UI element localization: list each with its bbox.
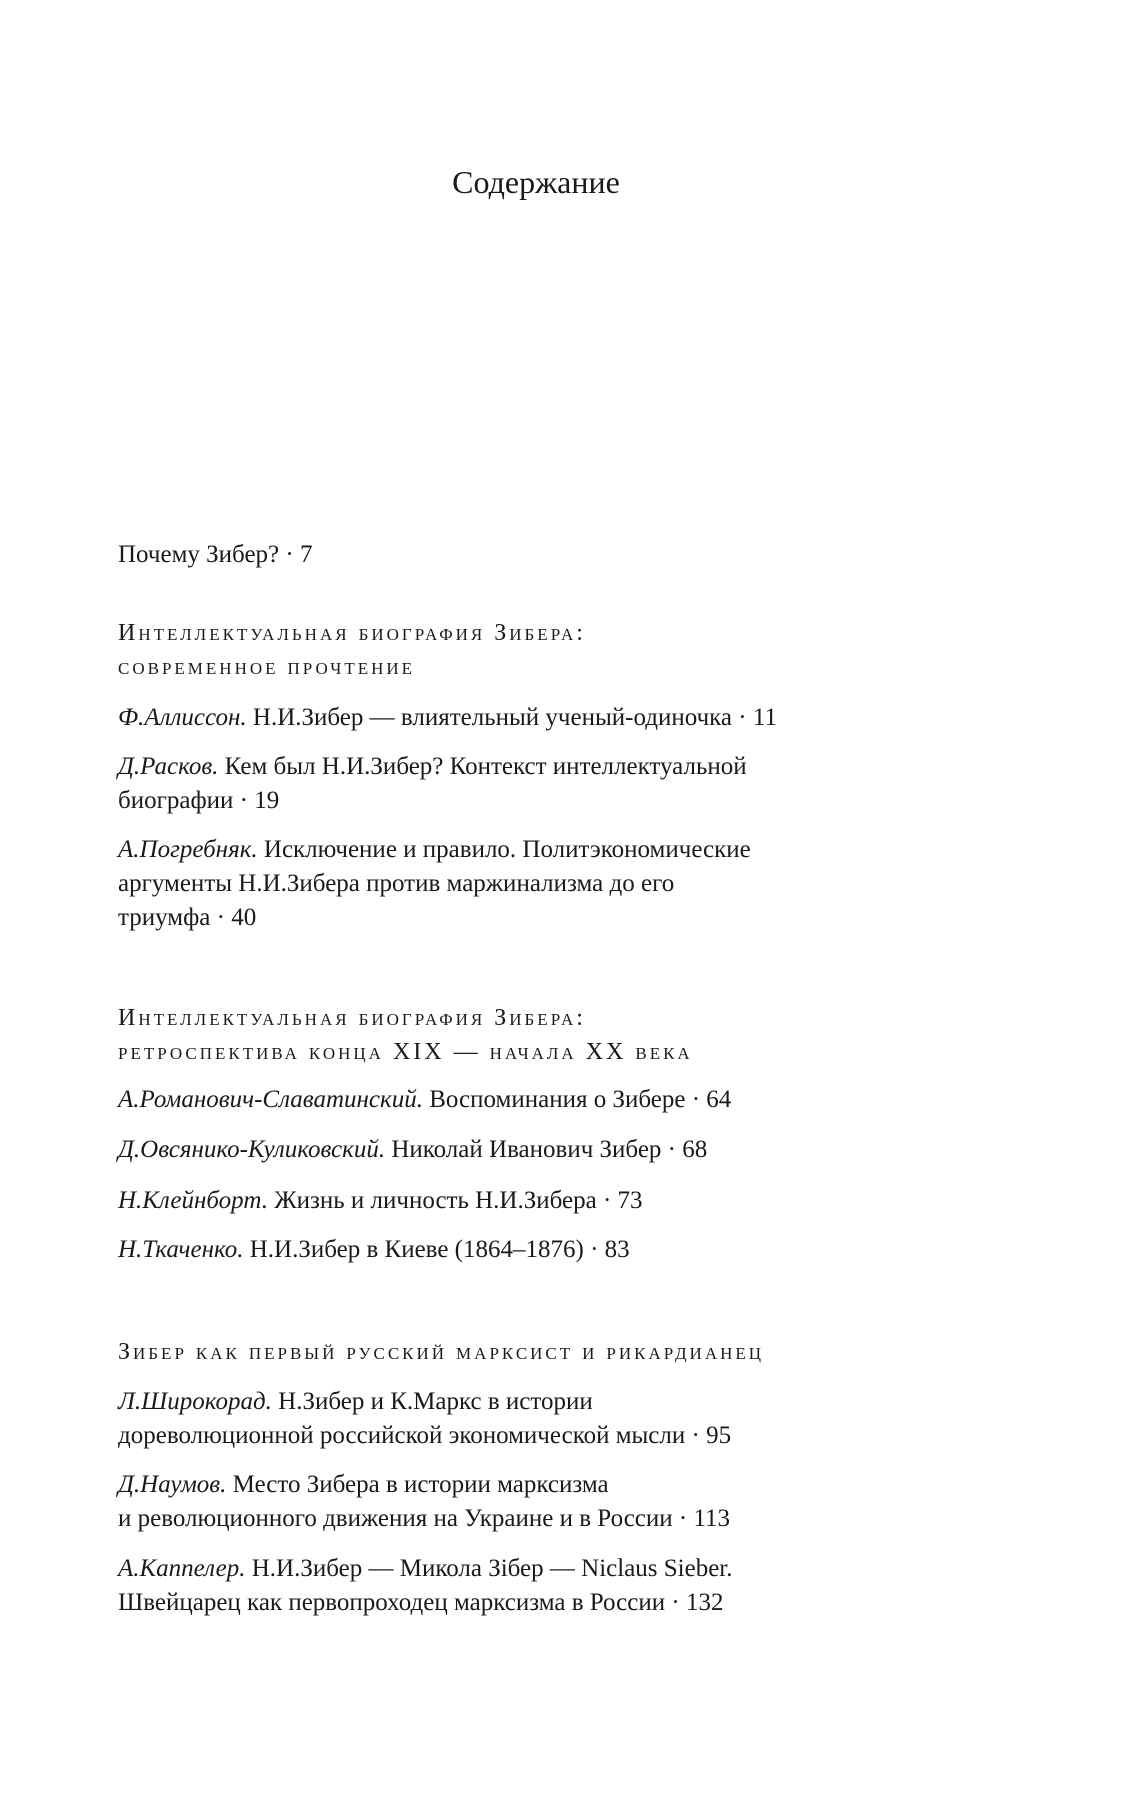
author: А.Погребняк. [118, 836, 258, 863]
toc-entry[interactable] [118, 1468, 958, 1536]
entry-title: триумфа [118, 904, 211, 931]
entry-title: Воспоминания о Зибере [422, 1086, 686, 1113]
toc-entry[interactable] [118, 1233, 958, 1267]
toc-entry[interactable] [118, 1083, 958, 1117]
entry-title: Почему Зибер? [118, 541, 280, 568]
entry-title: Н.Зибер и К.Маркс в истории [271, 1388, 593, 1415]
entry-title: Николай Иванович Зибер [385, 1136, 662, 1163]
page-number: 68 [682, 1136, 708, 1163]
separator: · [583, 1236, 605, 1263]
entry-title: Н.И.Зибер — влиятельный ученый-одиночка [246, 704, 733, 731]
toc-entry[interactable] [118, 701, 958, 735]
entry-title: Н.И.Зибер — Микола Зібер — Niclaus Sieber. [245, 1555, 733, 1582]
author: А.Романович-Славатинский. [118, 1086, 423, 1113]
separator: · [210, 904, 232, 931]
entry-title: и революционного движения на Украине и в России [118, 1505, 673, 1532]
entry-title: Н.И.Зибер в Киеве (1864–1876) [243, 1236, 584, 1263]
heading-line: современное прочтение [118, 654, 416, 680]
page-number: 83 [604, 1236, 630, 1263]
separator: · [732, 704, 753, 731]
toc-entry[interactable] [118, 1552, 958, 1620]
entry-title: Исключение и правило. Политэкономические [257, 836, 751, 863]
author: Н.Ткаченко. [118, 1236, 244, 1263]
author: Д.Расков. [118, 753, 219, 780]
page-number: 7 [299, 541, 313, 568]
entry-title: дореволюционной российской экономической мысли [118, 1422, 686, 1449]
heading-line: Зибер как первый русский марксист и рикардианец [118, 1339, 765, 1365]
entry-title: Жизнь и личность Н.И.Зибера [267, 1187, 597, 1214]
entry-title: биографии [118, 787, 234, 814]
page-number: 40 [231, 904, 257, 931]
toc-entry[interactable] [118, 1133, 958, 1167]
author: Д.Овсянико-Куликовский. [118, 1136, 386, 1163]
separator: · [665, 1589, 686, 1616]
toc-entry-intro[interactable] [118, 538, 958, 572]
page-number: 11 [752, 704, 777, 731]
separator: · [279, 541, 300, 568]
author: А.Каппелер. [118, 1555, 246, 1582]
heading-line: ретроспектива конца XIX — начала XX века [118, 1039, 693, 1065]
separator: · [596, 1187, 618, 1214]
entry-title: Место Зибера в истории марксизма [226, 1471, 609, 1498]
toc-entry[interactable] [118, 1184, 958, 1218]
heading-line: Интеллектуальная биография Зибера: [118, 1005, 586, 1031]
toc-entry[interactable] [118, 750, 958, 818]
separator: · [685, 1086, 707, 1113]
page-number: 73 [617, 1187, 643, 1214]
section-heading-2 [118, 1001, 958, 1069]
page-title: Содержание [452, 164, 620, 200]
section-heading-3 [118, 1335, 958, 1369]
separator: · [661, 1136, 683, 1163]
page-number: 64 [706, 1086, 732, 1113]
separator: · [233, 787, 255, 814]
page-number: 95 [706, 1422, 732, 1449]
author: Л.Широкорад. [118, 1388, 272, 1415]
author: Д.Наумов. [118, 1471, 227, 1498]
separator: · [672, 1505, 694, 1532]
section-heading-1 [118, 616, 958, 684]
separator: · [685, 1422, 707, 1449]
author: Н.Клейнборт. [118, 1187, 268, 1214]
toc-entry[interactable] [118, 833, 958, 935]
entry-title: аргументы Н.И.Зибера против маржинализма до его [118, 870, 675, 897]
heading-line: Интеллектуальная биография Зибера: [118, 620, 586, 646]
entry-title: Кем был Н.И.Зибер? Контекст интеллектуальной [218, 753, 747, 780]
toc-entry[interactable] [118, 1385, 958, 1453]
author: Ф.Аллиссон. [118, 704, 247, 731]
page-number: 113 [693, 1505, 731, 1532]
page-number: 132 [685, 1589, 724, 1616]
page-number: 19 [254, 787, 280, 814]
entry-title: Швейцарец как первопроходец марксизма в России [118, 1589, 666, 1616]
